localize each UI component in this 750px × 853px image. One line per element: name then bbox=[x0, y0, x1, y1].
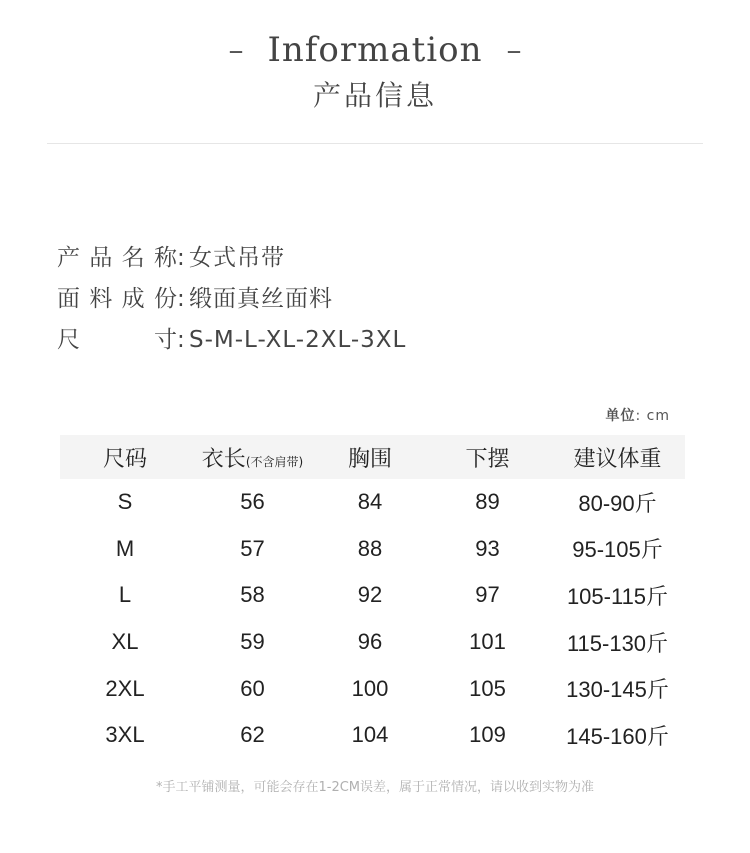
cell-length: 59 bbox=[240, 629, 265, 655]
cell-weight: 105-115斤 bbox=[566, 583, 669, 609]
table-row bbox=[60, 572, 685, 619]
cell-size: 2XL bbox=[105, 675, 145, 701]
cell-weight: 115-130斤 bbox=[566, 630, 669, 656]
cell-hem: 97 bbox=[475, 582, 500, 608]
cell-hem: 105 bbox=[469, 675, 506, 701]
table-header-row bbox=[60, 435, 685, 479]
header-length bbox=[190, 435, 315, 479]
info-label: 尺寸 bbox=[57, 327, 177, 353]
header-weight bbox=[550, 435, 685, 479]
english-title: Information bbox=[267, 30, 483, 70]
info-colon: : bbox=[177, 327, 185, 353]
cell-length: 62 bbox=[240, 722, 265, 748]
cell-bust: 96 bbox=[357, 629, 383, 655]
table-row bbox=[60, 712, 685, 759]
header-size-label: 尺码 bbox=[102, 446, 147, 472]
cell-bust: 104 bbox=[351, 722, 389, 748]
cell-weight: 130-145斤 bbox=[566, 677, 669, 703]
cell-weight: 145-160斤 bbox=[566, 723, 669, 749]
cell-hem: 93 bbox=[475, 535, 500, 561]
cell-weight: 80-90斤 bbox=[578, 490, 657, 516]
size-table bbox=[60, 435, 685, 759]
cell-hem: 109 bbox=[469, 722, 506, 748]
header bbox=[0, 30, 750, 114]
table-row bbox=[60, 665, 685, 712]
unit-note bbox=[605, 405, 670, 425]
table-row bbox=[60, 619, 685, 666]
unit-value: cm bbox=[646, 408, 670, 424]
header-size bbox=[60, 435, 190, 479]
info-colon: : bbox=[177, 286, 185, 312]
unit-colon: : bbox=[635, 408, 642, 424]
cell-hem: 101 bbox=[469, 629, 506, 655]
cell-bust: 92 bbox=[357, 582, 383, 608]
header-weight-label: 建议体重 bbox=[573, 446, 662, 472]
unit-label: 单位 bbox=[605, 408, 636, 424]
info-value: S-M-L-XL-2XL-3XL bbox=[189, 327, 407, 353]
header-bust bbox=[315, 435, 425, 479]
title-dash-left: – bbox=[228, 32, 244, 68]
info-row-name bbox=[57, 238, 406, 279]
cell-size: XL bbox=[111, 629, 139, 655]
cell-length: 58 bbox=[240, 582, 265, 608]
table-row bbox=[60, 479, 685, 526]
header-length-label: 衣长 bbox=[201, 446, 246, 472]
header-divider bbox=[47, 143, 703, 144]
title-dash-right: – bbox=[506, 32, 522, 68]
cell-length: 60 bbox=[240, 675, 265, 701]
cell-bust: 88 bbox=[357, 535, 383, 561]
title-line bbox=[0, 30, 750, 70]
cell-bust: 100 bbox=[351, 675, 389, 701]
cell-weight: 95-105斤 bbox=[572, 537, 663, 563]
cell-size: M bbox=[115, 535, 135, 561]
cell-hem: 89 bbox=[475, 489, 500, 515]
cell-size: L bbox=[118, 582, 132, 608]
header-bust-label: 胸围 bbox=[347, 446, 392, 472]
info-label: 面料成份 bbox=[57, 286, 177, 312]
chinese-title: 产品信息 bbox=[312, 79, 437, 112]
header-hem-label: 下摆 bbox=[465, 446, 510, 472]
info-label: 产品名称 bbox=[57, 245, 177, 271]
cell-bust: 84 bbox=[357, 489, 383, 515]
product-info bbox=[57, 238, 406, 361]
info-value: 女式吊带 bbox=[189, 245, 285, 271]
info-row-size bbox=[57, 320, 406, 361]
cell-length: 57 bbox=[240, 535, 265, 561]
measurement-footnote: *手工平铺测量，可能会存在1-2CM误差，属于正常情况，请以收到实物为准 bbox=[155, 780, 595, 795]
info-row-fabric bbox=[57, 279, 406, 320]
cell-length: 56 bbox=[240, 489, 265, 515]
table-row bbox=[60, 526, 685, 573]
info-value: 缎面真丝面料 bbox=[189, 286, 333, 312]
header-length-note: (不含肩带) bbox=[245, 454, 304, 469]
header-hem bbox=[425, 435, 550, 479]
info-colon: : bbox=[177, 245, 185, 271]
cell-size: S bbox=[117, 489, 133, 515]
cell-size: 3XL bbox=[105, 722, 145, 748]
